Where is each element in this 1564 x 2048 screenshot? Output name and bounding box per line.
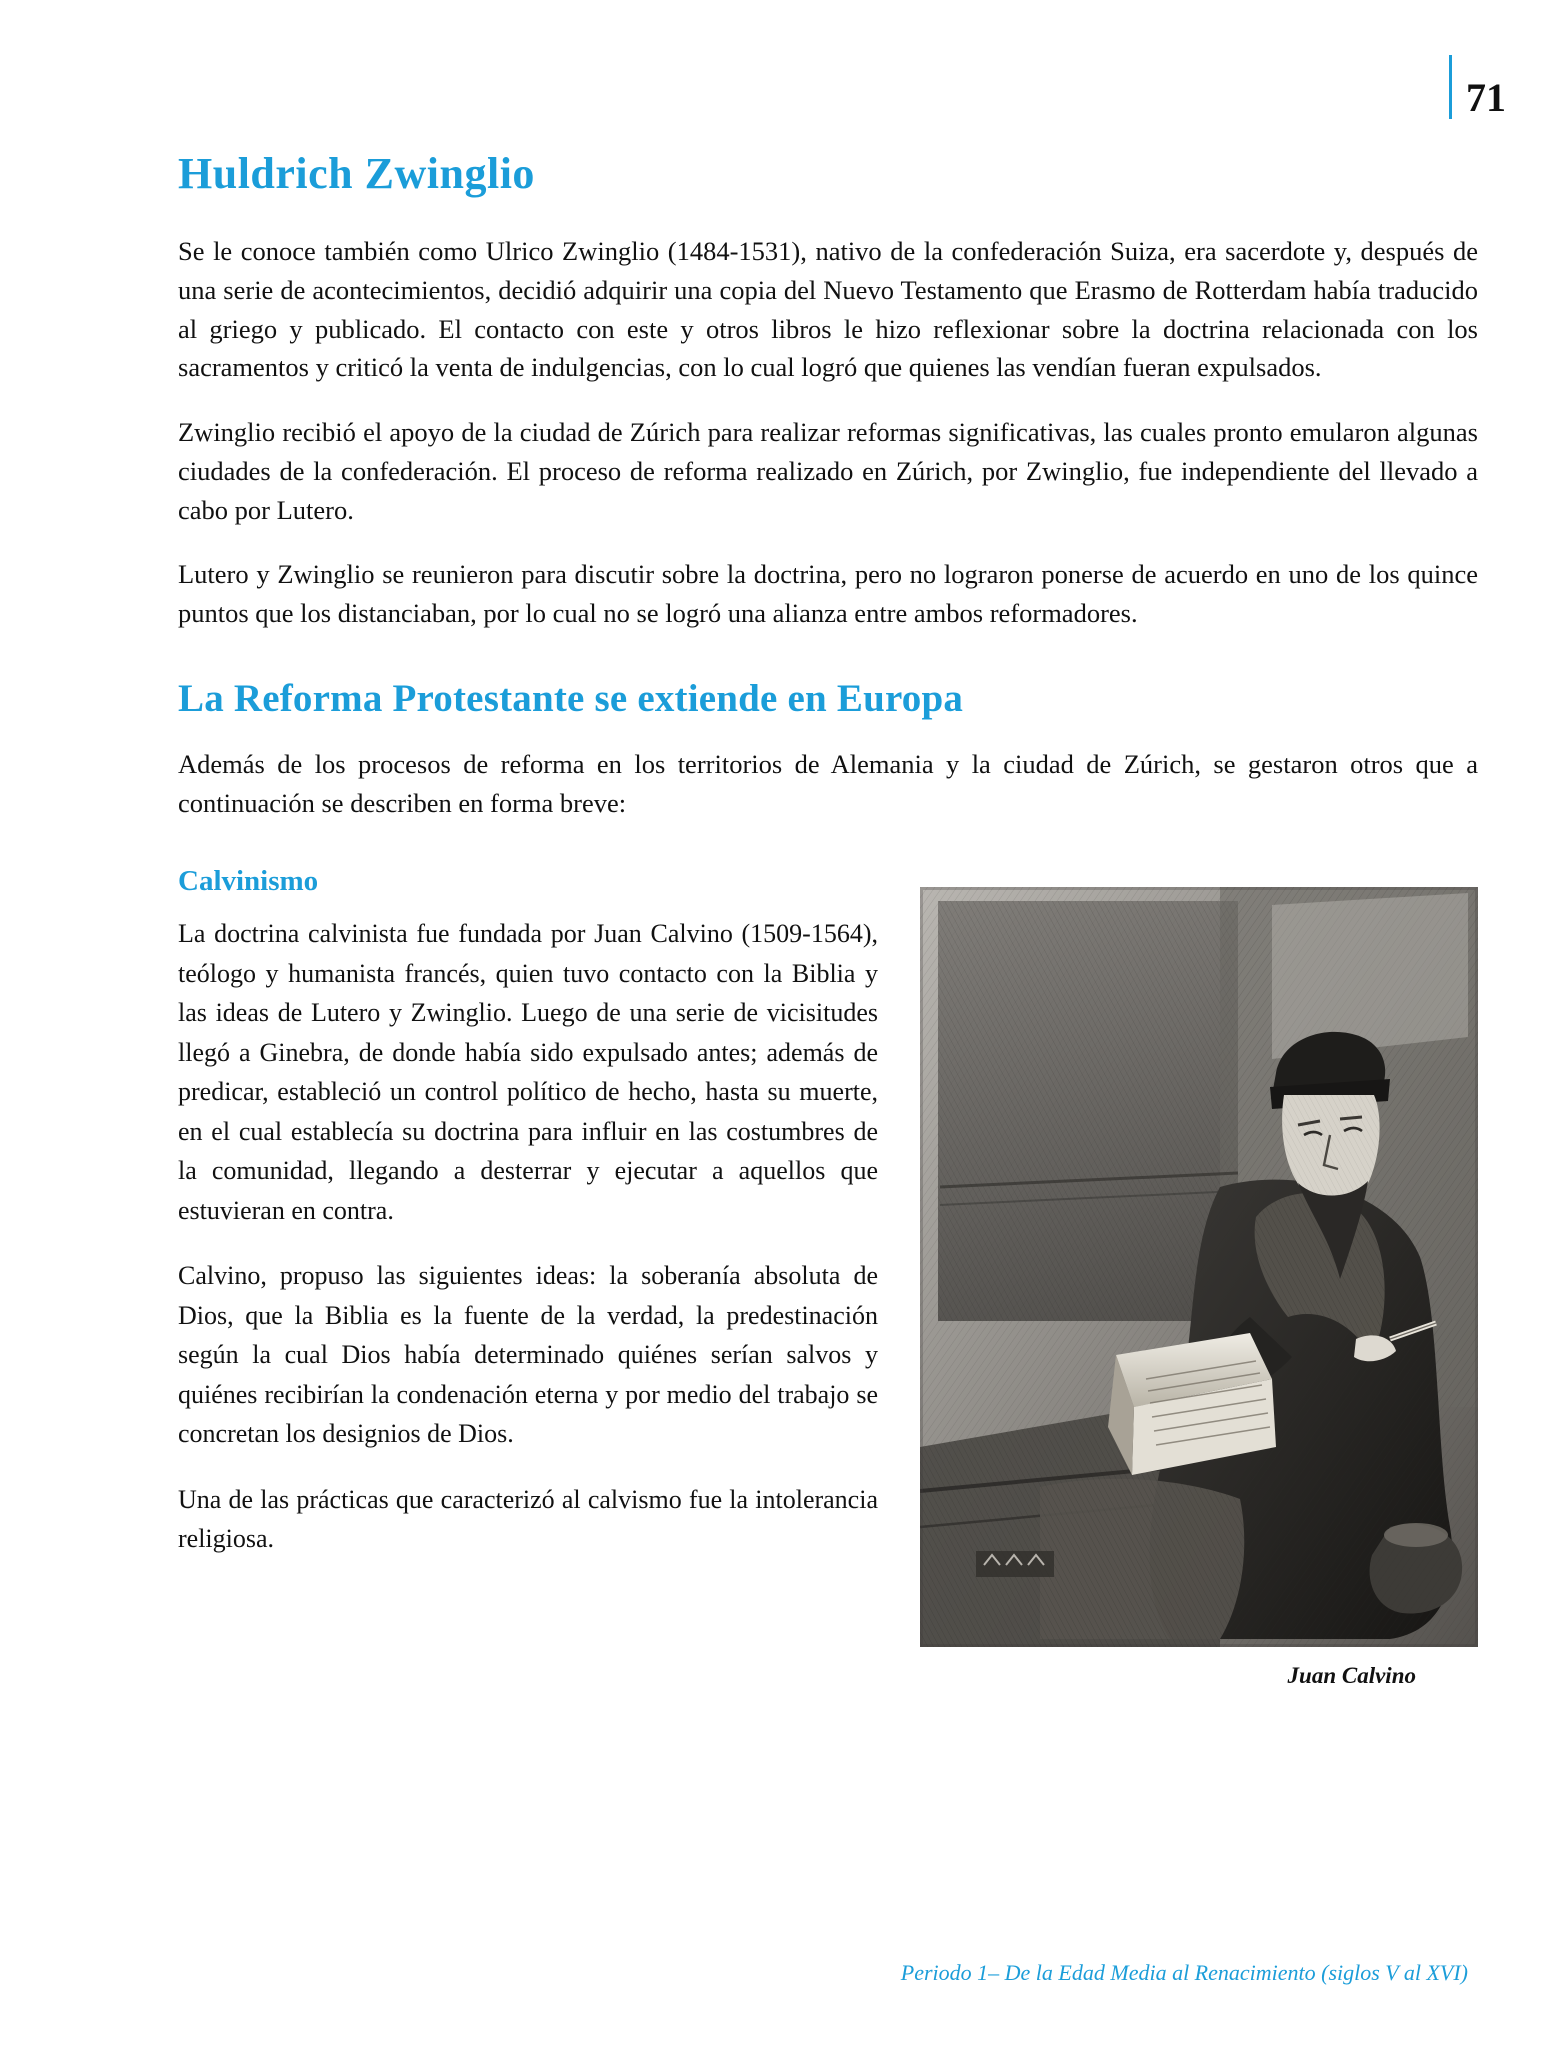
page-number-rule — [1449, 55, 1452, 119]
engraving-illustration — [920, 887, 1478, 1647]
figure-caption: Juan Calvino — [1287, 1662, 1416, 1688]
page-content — [178, 149, 1478, 1688]
page-footer: Periodo 1– De la Edad Media al Renacimiento (siglos V al XVI) — [900, 1960, 1468, 1985]
subsection-heading: Calvinismo — [178, 864, 319, 897]
paragraph-3: Lutero y Zwinglio se reunieron para discutir sobre la doctrina, pero no lograron ponerse de acuerdo en uno de los quince puntos que los distanciaban, por lo cual no se logró una alianza entre ambos reformadores. — [178, 559, 1478, 628]
page-number-block — [1449, 52, 1506, 122]
calvinism-paragraph-2: Calvino, propuso las siguientes ideas: la soberanía absoluta de Dios, que la Biblia es la fuente de la verdad, la predestinación según la cual Dios había determinado quiénes serían salvos y quiénes recibirían la condenación eterna y por medio del trabajo se concretan los designios de Dios. — [178, 1261, 878, 1449]
section-heading: La Reforma Protestante se extiende en Europa — [178, 676, 964, 720]
figure-image — [920, 887, 1478, 1647]
paragraph-1: Se le conoce también como Ulrico Zwinglio (1484-1531), nativo de la confederación Suiza, era sacerdote y, después de una serie de acontecimientos, decidió adquirir una copia del Nuevo Testamento que Erasmo de Rotterdam había traducido al griego y publicado. El contacto con este y otros libros le hizo reflexionar sobre la doctrina relacionada con los sacramentos y criticó la venta de indulgencias, con lo cual logró que quienes las vendían fueran expulsados. — [178, 236, 1478, 383]
figure-juan-calvino — [920, 887, 1478, 1689]
calvinism-paragraph-1: La doctrina calvinista fue fundada por Juan Calvino (1509-1564), teólogo y humanista francés, quien tuvo contacto con la Biblia y las ideas de Lutero y Zwinglio. Luego de una serie de vicisitudes llegó a Ginebra, de donde había sido expulsado antes; además de predicar, estableció un control político de hecho, hasta su muerte, en el cual establecía su doctrina para influir en las costumbres de la comunidad, llegando a desterrar y ejecutar a aquellos que estuvieran en contra. — [178, 919, 878, 1225]
paragraph-2: Zwinglio recibió el apoyo de la ciudad de Zúrich para realizar reformas significativas, las cuales pronto emularon algunas ciudades de la confederación. El proceso de reforma realizado en Zúrich, por Zwinglio, fue independiente del llevado a cabo por Lutero. — [178, 417, 1478, 525]
section-intro-paragraph: Además de los procesos de reforma en los territorios de Alemania y la ciudad de Zúrich, se gestaron otros que a continuación se describen en forma breve: — [178, 749, 1478, 819]
calvinism-paragraph-3: Una de las prácticas que caracterizó al calvismo fue la intolerancia religiosa. — [178, 1484, 878, 1554]
calvinism-text-column — [178, 865, 878, 1559]
page-number: 71 — [1466, 75, 1506, 120]
calvinism-block — [178, 864, 1478, 1688]
page-title: Huldrich Zwinglio — [178, 149, 535, 198]
